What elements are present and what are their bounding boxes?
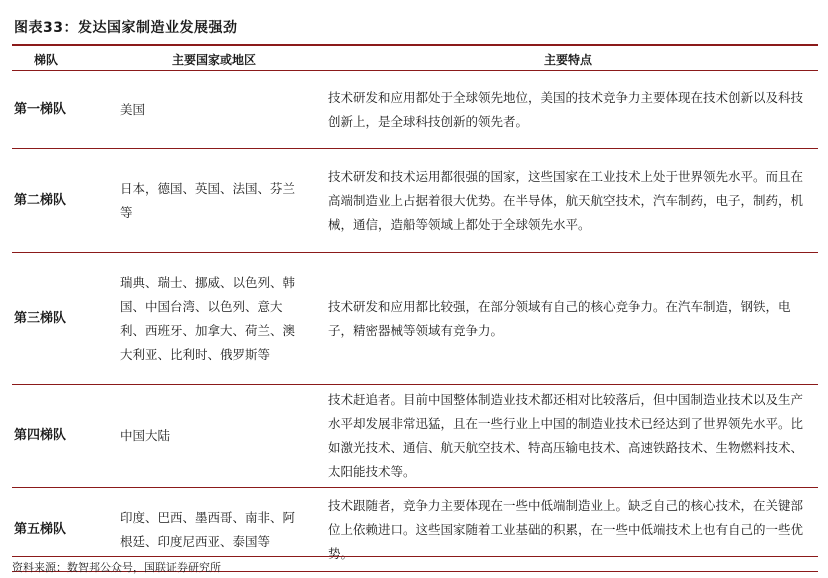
tier-cell: 第二梯队 (12, 149, 110, 253)
title-bar (12, 0, 818, 46)
table-row (12, 71, 818, 149)
features-cell: 技术研发和应用都处于全球领先地位，美国的技术竞争力主要体现在技术创新以及科技创新上，是全球科技创新的领先者。 (318, 71, 818, 149)
header-tier: 梯队 (12, 48, 110, 71)
features-cell: 技术跟随者，竞争力主要体现在一些中低端制造业上。缺乏自己的核心技术，在关键部位上依赖进口。这些国家随着工业基础的积累，在一些中低端技术上也有自己的一些优势。 (318, 488, 818, 572)
tier-table (12, 48, 818, 572)
region-cell: 日本，德国、英国、法国、芬兰等 (110, 149, 318, 253)
table-row (12, 149, 818, 253)
region-cell: 印度、巴西、墨西哥、南非、阿根廷、印度尼西亚、泰国等 (110, 488, 318, 572)
features-cell: 技术研发和应用都比较强，在部分领域有自己的核心竞争力。在汽车制造，钢铁，电子，精密器械等领域有竞争力。 (318, 253, 818, 385)
table-row (12, 385, 818, 488)
region-cell: 中国大陆 (110, 385, 318, 488)
header-features: 主要特点 (318, 48, 818, 71)
region-cell: 美国 (110, 71, 318, 149)
table-row (12, 253, 818, 385)
tier-cell: 第一梯队 (12, 71, 110, 149)
table-header-row (12, 48, 818, 71)
tier-cell: 第三梯队 (12, 253, 110, 385)
region-cell: 瑞典、瑞士、挪威、以色列、韩国、中国台湾、以色列、意大利、西班牙、加拿大、荷兰、澳大利亚、比利时、俄罗斯等 (110, 253, 318, 385)
features-cell: 技术赶追者。目前中国整体制造业技术都还相对比较落后，但中国制造业技术以及生产水平却发展非常迅猛，且在一些行业上中国的制造业技术已经达到了世界领先水平。比如激光技术、通信、航天航空技术、特高压输电技术、高速铁路技术、生物燃料技术、太阳能技术等。 (318, 385, 818, 488)
source-note: 资料来源：数智邦公众号，国联证券研究所 (12, 556, 818, 575)
features-cell: 技术研发和技术运用都很强的国家，这些国家在工业技术上处于世界领先水平。而且在高端制造业上占据着很大优势。在半导体，航天航空技术，汽车制药，电子，制药，机械，通信，造船等领域上都处于全球领先水平。 (318, 149, 818, 253)
tier-cell: 第五梯队 (12, 488, 110, 572)
header-region: 主要国家或地区 (110, 48, 318, 71)
figure-title: 图表33：发达国家制造业发展强劲 (14, 20, 238, 36)
tier-cell: 第四梯队 (12, 385, 110, 488)
